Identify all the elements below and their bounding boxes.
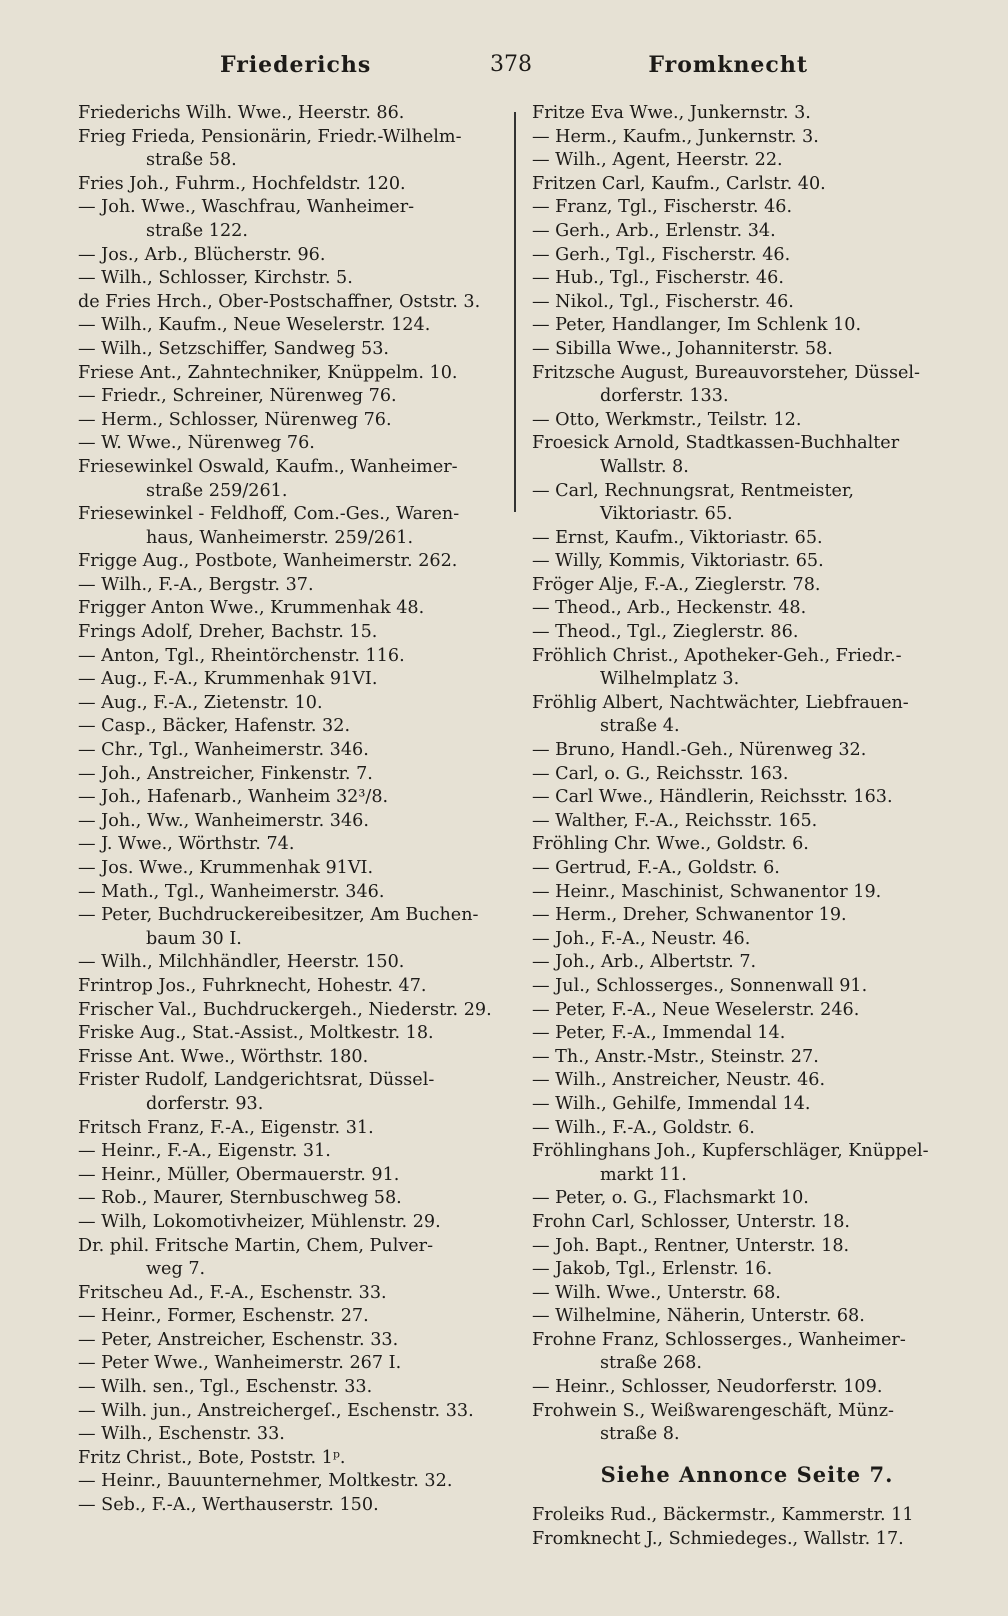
directory-entry: Frohwein S., Weißwarengeschäft, Münz-: [532, 1400, 894, 1421]
directory-entry: — Peter, Anstreicher, Eschenstr. 33.: [78, 1329, 399, 1350]
directory-entry: Frohn Carl, Schlosser, Unterstr. 18.: [532, 1211, 851, 1232]
directory-entry: — Heinr., Müller, Obermauerstr. 91.: [78, 1164, 400, 1185]
directory-entry: Frister Rudolf, Landgerichtsrat, Düssel-: [78, 1070, 435, 1091]
directory-entry: — Wilh, Lokomotivheizer, Mühlenstr. 29.: [78, 1211, 441, 1232]
directory-entry: Fritsch Franz, F.-A., Eigenstr. 31.: [78, 1117, 374, 1138]
directory-entry: — Peter, o. G., Flachsmarkt 10.: [532, 1188, 809, 1209]
header-right-word: Fromknecht: [648, 52, 808, 78]
directory-entry: Frigger Anton Wwe., Krummenhak 48.: [78, 598, 425, 619]
directory-entry: — Ernst, Kaufm., Viktoriastr. 65.: [532, 527, 823, 548]
directory-entry: — Joh., F.-A., Neustr. 46.: [532, 928, 751, 949]
directory-entry: — Wilh. jun., Anstreichergeſ., Eschenstr. 33.: [78, 1400, 474, 1421]
page-header: [60, 52, 948, 88]
directory-entry: — Joh. Bapt., Rentner, Unterstr. 18.: [532, 1235, 850, 1256]
directory-entry: — Peter, F.-A., Neue Weselerstr. 246.: [532, 999, 860, 1020]
entry-continuation: Viktoriastr. 65.: [600, 504, 733, 525]
directory-entry: — Anton, Tgl., Rheintörchenstr. 116.: [78, 645, 405, 666]
right-column: [532, 102, 942, 1552]
directory-entry: — Theod., Arb., Heckenstr. 48.: [532, 598, 807, 619]
directory-entry: Froesick Arnold, Stadtkassen-Buchhalter: [532, 433, 900, 454]
directory-entry: — Peter, Buchdruckereibesitzer, Am Buchen-: [78, 905, 479, 926]
directory-entry: Fröger Alje, F.-A., Zieglerstr. 78.: [532, 574, 821, 595]
directory-entry: — Franz, Tgl., Fischerstr. 46.: [532, 197, 793, 218]
directory-entry: — Aug., F.-A., Zietenstr. 10.: [78, 692, 323, 713]
header-left-word: Friederichs: [220, 52, 372, 78]
directory-entry: — Aug., F.-A., Krummenhak 91VI.: [78, 669, 378, 690]
directory-entry: Fritz Christ., Bote, Poststr. 1ᵖ.: [78, 1447, 346, 1468]
entry-continuation: straße 8.: [600, 1424, 680, 1445]
directory-entry: — Nikol., Tgl., Fischerstr. 46.: [532, 291, 794, 312]
left-column: [78, 102, 498, 1518]
directory-entry: — Theod., Tgl., Zieglerstr. 86.: [532, 622, 799, 643]
directory-entry: Frings Adolf, Dreher, Bachstr. 15.: [78, 622, 378, 643]
directory-entry: — Heinr., Bauunternehmer, Moltkestr. 32.: [78, 1471, 453, 1492]
directory-entry: Fritze Eva Wwe., Junkernstr. 3.: [532, 103, 811, 123]
directory-entry: — Wilh., Setzschiffer, Sandweg 53.: [78, 338, 389, 359]
directory-entry: — Wilh., F.-A., Bergstr. 37.: [78, 574, 314, 595]
directory-entry: — Herm., Kaufm., Junkernstr. 3.: [532, 126, 819, 147]
directory-entry: — Wilh., Eschenstr. 33.: [78, 1424, 285, 1445]
directory-entry: — Carl Wwe., Händlerin, Reichsstr. 163.: [532, 787, 893, 808]
directory-entry: — J. Wwe., Wörthstr. 74.: [78, 834, 295, 855]
directory-entry: de Fries Hrch., Ober-Postschaffner, Oststr. 3.: [78, 291, 481, 312]
directory-entry: Fritzsche August, Bureauvorsteher, Düssel-: [532, 362, 920, 383]
directory-entry: — Wilh., Gehilfe, Immendal 14.: [532, 1093, 811, 1114]
directory-entry: Friesewinkel - Feldhoff, Com.-Ges., Waren-: [78, 504, 460, 525]
entry-continuation: baum 30 I.: [146, 928, 242, 949]
directory-entry: — Joh., Ww., Wanheimerstr. 346.: [78, 810, 369, 831]
directory-entry: — Sibilla Wwe., Johanniterstr. 58.: [532, 338, 833, 359]
directory-entry: Frisse Ant. Wwe., Wörthstr. 180.: [78, 1046, 369, 1067]
directory-entry: — Jakob, Tgl., Erlenstr. 16.: [532, 1259, 773, 1280]
directory-entry: — Heinr., Former, Eschenstr. 27.: [78, 1306, 369, 1327]
directory-entry: — Wilh., Kaufm., Neue Weselerstr. 124.: [78, 315, 431, 336]
directory-entry: — Herm., Dreher, Schwanentor 19.: [532, 905, 847, 926]
directory-entry: Frigge Aug., Postbote, Wanheimerstr. 262.: [78, 551, 458, 572]
directory-entry: — Carl, Rechnungsrat, Rentmeister,: [532, 480, 855, 501]
directory-entry: Frintrop Jos., Fuhrknecht, Hohestr. 47.: [78, 975, 427, 996]
directory-entry: Fromknecht J., Schmiedeges., Wallstr. 17.: [532, 1529, 904, 1550]
directory-entry: Fröhlinghans Joh., Kupferschläger, Knüppel-: [532, 1141, 929, 1162]
directory-entry: — Heinr., Maschinist, Schwanentor 19.: [532, 881, 882, 902]
directory-entry: Froleiks Rud., Bäckermstr., Kammerstr. 11: [532, 1505, 914, 1526]
entry-continuation: dorferstr. 133.: [600, 386, 729, 407]
directory-entry: — Heinr., Schlosser, Neudorferstr. 109.: [532, 1377, 883, 1398]
directory-entry: — Math., Tgl., Wanheimerstr. 346.: [78, 881, 385, 902]
directory-entry: — Jul., Schlosserges., Sonnenwall 91.: [532, 975, 868, 996]
directory-entry: — Peter, F.-A., Immendal 14.: [532, 1023, 786, 1044]
directory-entry: Fries Joh., Fuhrm., Hochfeldstr. 120.: [78, 173, 406, 194]
entry-continuation: dorferstr. 93.: [146, 1093, 264, 1114]
directory-entry: — Wilh. sen., Tgl., Eschenstr. 33.: [78, 1377, 373, 1398]
directory-entry: Dr. phil. Fritsche Martin, Chem, Pulver-: [78, 1235, 434, 1256]
directory-entry: — Wilh., F.-A., Goldstr. 6.: [532, 1117, 755, 1138]
directory-entry: — Joh., Arb., Albertstr. 7.: [532, 952, 757, 973]
directory-entry: — Otto, Werkmstr., Teilstr. 12.: [532, 409, 802, 430]
directory-entry: Fritzen Carl, Kaufm., Carlstr. 40.: [532, 173, 826, 194]
directory-entry: — Th., Anstr.-Mstr., Steinstr. 27.: [532, 1046, 819, 1067]
entry-continuation: straße 268.: [600, 1353, 702, 1374]
entry-continuation: weg 7.: [146, 1259, 206, 1280]
directory-entry: — Jos., Arb., Blücherstr. 96.: [78, 244, 326, 265]
directory-entry: Fröhlig Albert, Nachtwächter, Liebfrauen-: [532, 692, 909, 713]
directory-entry: Friese Ant., Zahntechniker, Knüppelm. 10.: [78, 362, 458, 383]
directory-entry: Fröhlich Christ., Apotheker-Geh., Friedr.-: [532, 645, 902, 666]
directory-entry: — Wilh., Anstreicher, Neustr. 46.: [532, 1070, 826, 1091]
directory-entry: — Gertrud, F.-A., Goldstr. 6.: [532, 858, 780, 878]
directory-entry: — Peter Wwe., Wanheimerstr. 267 I.: [78, 1353, 402, 1374]
entry-continuation: straße 4.: [600, 716, 680, 737]
directory-entry: Frischer Val., Buchdruckergeh., Niederstr. 29.: [78, 999, 492, 1020]
directory-entry: — Friedr., Schreiner, Nürenweg 76.: [78, 386, 397, 407]
entry-continuation: Wallstr. 8.: [600, 456, 689, 477]
directory-entry: — Herm., Schlosser, Nürenweg 76.: [78, 409, 392, 430]
entry-continuation: markt 11.: [600, 1164, 687, 1185]
directory-entry: Friederichs Wilh. Wwe., Heerstr. 86.: [78, 103, 405, 123]
directory-entry: Friesewinkel Oswald, Kaufm., Wanheimer-: [78, 456, 458, 477]
directory-entry: — Wilhelmine, Näherin, Unterstr. 68.: [532, 1306, 865, 1327]
notice-line: Siehe Annonce Seite 7.: [600, 1461, 894, 1487]
directory-entry: — Seb., F.-A., Werthauserstr. 150.: [78, 1495, 379, 1516]
directory-entry: — Wilh., Milchhändler, Heerstr. 150.: [78, 952, 405, 973]
directory-entry: — Chr., Tgl., Wanheimerstr. 346.: [78, 740, 369, 761]
directory-entry: — Walther, F.-A., Reichsstr. 165.: [532, 810, 818, 831]
directory-entry: — Heinr., F.-A., Eigenstr. 31.: [78, 1141, 331, 1162]
entry-continuation: Wilhelmplatz 3.: [600, 669, 740, 690]
directory-entry: — Casp., Bäcker, Hafenstr. 32.: [78, 716, 351, 737]
column-divider: [514, 112, 516, 512]
directory-entry: — Gerh., Arb., Erlenstr. 34.: [532, 220, 776, 241]
directory-entry: — Willy, Kommis, Viktoriastr. 65.: [532, 551, 824, 572]
directory-entry: — Gerh., Tgl., Fischerstr. 46.: [532, 244, 791, 265]
directory-entry: — Peter, Handlanger, Im Schlenk 10.: [532, 315, 862, 336]
directory-entry: Friske Aug., Stat.-Assist., Moltkestr. 18.: [78, 1023, 434, 1044]
directory-entry: — Wilh., Schlosser, Kirchstr. 5.: [78, 268, 353, 289]
directory-entry: — Wilh. Wwe., Unterstr. 68.: [532, 1282, 781, 1303]
page-number: 378: [490, 52, 532, 77]
directory-entry: — Joh., Hafenarb., Wanheim 32³/8.: [78, 787, 389, 808]
entry-continuation: straße 122.: [146, 220, 248, 241]
entry-continuation: haus, Wanheimerstr. 259/261.: [146, 527, 414, 548]
directory-entry: — Joh. Wwe., Waschfrau, Wanheimer-: [78, 197, 415, 218]
directory-entry: Fröhling Chr. Wwe., Goldstr. 6.: [532, 834, 809, 855]
directory-entry: — Carl, o. G., Reichsstr. 163.: [532, 763, 789, 784]
directory-entry: — Bruno, Handl.-Geh., Nürenweg 32.: [532, 740, 867, 761]
entry-continuation: straße 259/261.: [146, 480, 288, 501]
directory-entry: Fritscheu Ad., F.-A., Eschenstr. 33.: [78, 1282, 387, 1303]
directory-entry: — Jos. Wwe., Krummenhak 91VI.: [78, 858, 374, 878]
entry-continuation: straße 58.: [146, 150, 237, 171]
directory-entry: Frieg Frieda, Pensionärin, Friedr.-Wilhelm-: [78, 126, 462, 147]
directory-entry: — Wilh., Agent, Heerstr. 22.: [532, 150, 783, 171]
directory-entry: — Joh., Anstreicher, Finkenstr. 7.: [78, 763, 373, 784]
directory-entry: — W. Wwe., Nürenweg 76.: [78, 433, 315, 454]
directory-entry: — Hub., Tgl., Fischerstr. 46.: [532, 268, 784, 289]
directory-entry: — Rob., Maurer, Sternbuschweg 58.: [78, 1188, 402, 1209]
directory-entry: Frohne Franz, Schlosserges., Wanheimer-: [532, 1329, 906, 1350]
